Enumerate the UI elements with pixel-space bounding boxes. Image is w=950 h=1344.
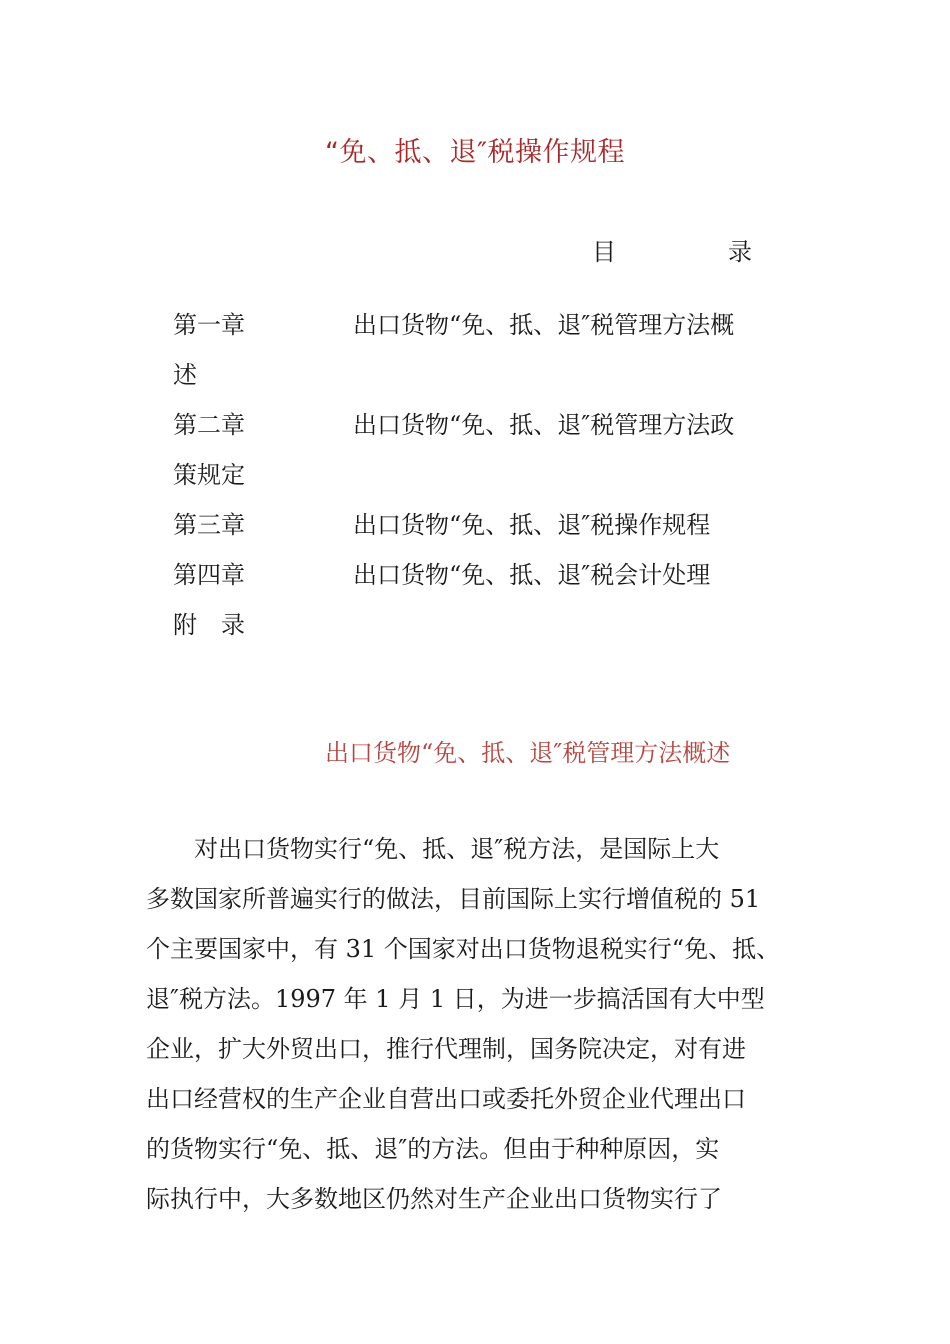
- toc-title-4: 出口货物“免、抵、退″税会计处理: [353, 561, 711, 589]
- toc-heading-right: 录: [728, 238, 752, 266]
- toc-heading: [592, 232, 752, 267]
- body-line-7: 的货物实行“免、抵、退″的方法。但由于种种原因，实: [146, 1135, 720, 1163]
- toc-chapter-4: 第四章: [173, 561, 245, 589]
- toc-title-1: 出口货物“免、抵、退″税管理方法概: [353, 311, 735, 339]
- body-line-3: 个主要国家中，有 31 个国家对出口货物退税实行“免、抵、: [146, 935, 781, 963]
- toc-title-2-wrap: 策规定: [173, 461, 245, 489]
- toc-title-3: 出口货物“免、抵、退″税操作规程: [353, 511, 711, 539]
- body-line-6: 出口经营权的生产企业自营出口或委托外贸企业代理出口: [146, 1085, 746, 1113]
- toc-appendix: 附 录: [173, 611, 245, 639]
- toc-chapter-2: 第二章: [173, 411, 245, 439]
- toc-chapter-1: 第一章: [173, 311, 245, 339]
- document-title: “免、抵、退″税操作规程: [324, 137, 626, 168]
- toc-heading-left: 目: [592, 238, 616, 266]
- body-line-1: 对出口货物实行“免、抵、退″税方法，是国际上大: [146, 835, 720, 863]
- section-title: 出口货物“免、抵、退″税管理方法概述: [325, 739, 731, 767]
- body-line-5: 企业，扩大外贸出口，推行代理制，国务院决定，对有进: [146, 1035, 746, 1063]
- toc-title-1-wrap: 述: [173, 361, 197, 389]
- body-line-4: 退″税方法。1997 年 1 月 1 日，为进一步搞活国有大中型: [146, 985, 765, 1013]
- body-line-2: 多数国家所普遍实行的做法，目前国际上实行增值税的 51: [146, 885, 761, 913]
- toc-chapter-3: 第三章: [173, 511, 245, 539]
- toc-title-2: 出口货物“免、抵、退″税管理方法政: [353, 411, 735, 439]
- body-line-8: 际执行中，大多数地区仍然对生产企业出口货物实行了: [146, 1185, 722, 1213]
